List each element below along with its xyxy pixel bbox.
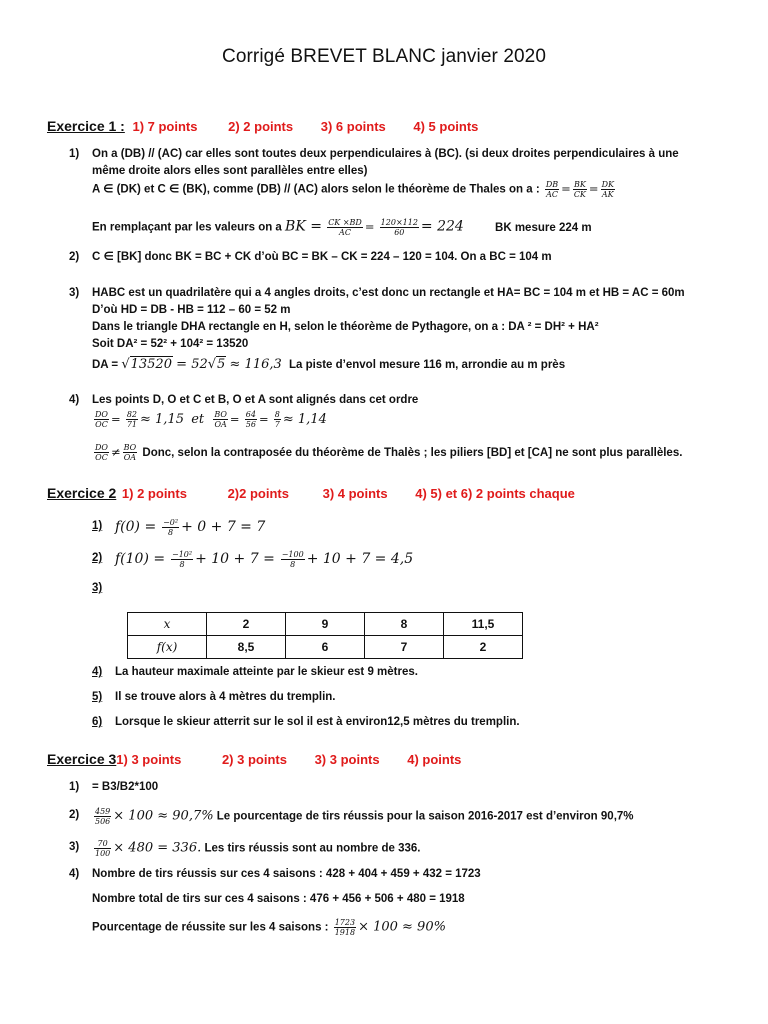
ex1-points-3: 3) 6 points: [320, 119, 386, 134]
ex1-q1-line-2: même droite alors elles sont parallèles entre elles): [92, 165, 368, 177]
ex2-q4-number: 4): [92, 666, 103, 678]
fraction-ck-bd-ac: $\frac{CK \times BD}{AC}$: [328, 218, 362, 237]
ex1-q3-number: 3): [69, 287, 80, 299]
ex3-q3-number: 3): [69, 841, 80, 853]
sqrt-13520: √13520: [121, 357, 172, 372]
exercise-1-header: [47, 118, 478, 134]
table-cell: 2: [207, 613, 286, 636]
values-table: [127, 612, 523, 659]
ex1-q2-text: C ∈ [BK] donc BK = BC + CK d’où BC = BK – CK = 224 – 120 = 104. On a BC = 104 m: [92, 251, 552, 263]
ex1-points-4: 4) 5 points: [413, 119, 479, 134]
ex1-q1-number: 1): [69, 148, 80, 160]
page-title: Corrigé BREVET BLANC janvier 2020: [222, 46, 546, 67]
ex2-q6-number: 6): [92, 716, 103, 728]
ex2-points-4: 4) 5) et 6) 2 points chaque: [415, 486, 575, 501]
fraction-82-71: $\frac{82}{71}$: [126, 410, 138, 429]
ex1-q3-line-3: Dans le triangle DHA rectangle en H, selon le théorème de Pythagore, on a : DA ² = DH² + HA²: [92, 321, 599, 333]
table-row: [128, 613, 523, 636]
ex2-q5-text: Il se trouve alors à 4 mètres du tremplin.: [115, 691, 336, 703]
fraction-neg0sq-8: $\frac{\text{−0²}}{8}$: [163, 518, 179, 537]
table-row: [128, 636, 523, 659]
table-cell: 6: [286, 636, 365, 659]
ex2-points-3: 3) 4 points: [322, 486, 388, 501]
ex1-points-2: 2) 2 points: [228, 119, 294, 134]
ex2-q1-number: 1): [92, 520, 103, 532]
exercise-1-title: Exercice 1 :: [47, 118, 125, 134]
ex3-points-2: 2) 3 points: [221, 752, 287, 767]
fraction-do-oc-2: $\frac{DO}{OC}$: [95, 443, 108, 462]
fraction-459-506: $\frac{459}{506}$: [95, 807, 111, 826]
ex3-q2-number: 2): [69, 809, 80, 821]
fraction-bo-oa: $\frac{BO}{OA}$: [214, 410, 227, 429]
exercise-3-title: Exercice 3: [47, 751, 117, 767]
ex3-q1-text: = B3/B2*100: [92, 781, 159, 793]
table-header-fx: f(x): [128, 636, 207, 659]
table-cell: 11,5: [444, 613, 523, 636]
fraction-bo-oa-2: $\frac{BO}{OA}$: [123, 443, 137, 462]
exercise-2-header: [47, 485, 575, 501]
ex3-points-4: 4) points: [407, 752, 462, 767]
ex3-points-3: 3) 3 points: [314, 752, 380, 767]
bk-result: = 224: [420, 218, 464, 235]
fraction-64-56: $\frac{64}{56}$: [245, 410, 256, 429]
fraction-bk-ck: $\frac{BK}{CK}$: [573, 180, 586, 199]
ex2-points-1: 1) 2 points: [121, 486, 187, 501]
ex1-q4-number: 4): [69, 394, 80, 406]
bk-formula: BK =: [285, 218, 322, 235]
ex1-points-1: 1) 7 points: [132, 119, 198, 134]
ex1-q4-ratios: $\frac{DO}{OC}$ = $\frac{82}{71}$ ≈ 1,15 et $\frac{BO}{OA}$ = $\frac{64}{56}$ = $\frac{8}{7}$ ≈ 1,14: [95, 410, 327, 429]
ex2-q5-number: 5): [92, 691, 103, 703]
table-cell: 8,5: [207, 636, 286, 659]
table-cell: 8: [365, 613, 444, 636]
ex3-points-1: 1) 3 points: [116, 752, 182, 767]
fraction-do-oc: $\frac{DO}{OC}$: [95, 410, 108, 429]
exercise-2-title: Exercice 2: [47, 485, 117, 501]
table-cell: 9: [286, 613, 365, 636]
ex3-q4-number: 4): [69, 868, 80, 880]
ex2-q3-number: 3): [92, 582, 103, 594]
ex1-q3-line-4: Soit DA² = 52² + 104² = 13520: [92, 338, 249, 350]
ex1-q4-line-1: Les points D, O et C et B, O et A sont alignés dans cet ordre: [92, 394, 419, 406]
fraction-neg10sq-8: $\frac{\text{−10²}}{8}$: [172, 550, 193, 569]
ex3-q4-line-2: Nombre total de tirs sur ces 4 saisons : 476 + 456 + 506 + 480 = 1918: [92, 893, 465, 905]
ex1-q1-thales-line: A ∈ (DK) et C ∈ (BK), comme (DB) // (AC) alors selon le théorème de Thales on a : $\frac{DB}{AC}$ = $\frac{BK}{CK}$ = $\frac{DK}{AK}$: [92, 180, 614, 199]
ex1-q3-line-2: D’où HD = DB - HB = 112 – 60 = 52 m: [92, 304, 291, 316]
sqrt-5: √5: [207, 357, 226, 372]
fraction-1723-1918: $\frac{1723}{1918}$: [334, 918, 356, 937]
ex1-q4-conclusion: $\frac{DO}{OC}$ ≠ $\frac{BO}{OA}$ Donc, selon la contraposée du théorème de Thalès ; les piliers [BD] et [CA] ne sont plus parallèles.: [95, 443, 683, 462]
ex2-q6-text: Lorsque le skieur atterrit sur le sol il est à environ12,5 mètres du tremplin.: [115, 716, 520, 728]
ex1-q3-line-1: HABC est un quadrilatère qui a 4 angles droits, c’est donc un rectangle et HA= BC = 104 m et HB = AC = 60m: [92, 287, 685, 299]
table-cell: 2: [444, 636, 523, 659]
fraction-120-112-60: $\frac{120\times 112}{60}$: [380, 218, 418, 237]
ex1-q1-conclusion: BK mesure 224 m: [495, 221, 592, 234]
exercise-3-header: [47, 751, 461, 767]
fraction-70-100: $\frac{70}{100}$: [95, 839, 111, 858]
ex1-q3-line-5: DA = √13520 = 52√5 ≈ 116,3 La piste d’envol mesure 116 m, arrondie au m près: [92, 357, 566, 372]
ex1-q1-line-3: A ∈ (DK) et C ∈ (BK), comme (DB) // (AC) alors selon le théorème de Thales on a :: [92, 183, 540, 196]
ex2-q2-number: 2): [92, 552, 103, 564]
fraction-db-ac: $\frac{DB}{AC}$: [545, 180, 559, 199]
ex3-q1-number: 1): [69, 781, 80, 793]
fraction-8-7: $\frac{8}{7}$: [274, 410, 280, 429]
fraction-neg100-8: $\frac{-100}{8}$: [281, 550, 304, 569]
ex1-q1-line-1: On a (DB) // (AC) car elles sont toutes deux perpendiculaires à (BC). (si deux droites perpendiculaires à une: [92, 148, 679, 160]
table-cell: 7: [365, 636, 444, 659]
table-header-x: x: [128, 613, 207, 636]
ex1-q1-line-4: En remplaçant par les valeurs on a: [92, 221, 282, 234]
ex1-q2-number: 2): [69, 251, 80, 263]
ex2-q4-text: La hauteur maximale atteinte par le skieur est 9 mètres.: [115, 666, 418, 678]
fraction-dk-ak: $\frac{DK}{AK}$: [601, 180, 614, 199]
ex2-points-2: 2)2 points: [227, 486, 289, 501]
ex3-q4-line-1: Nombre de tirs réussis sur ces 4 saisons : 428 + 404 + 459 + 432 = 1723: [92, 868, 481, 880]
